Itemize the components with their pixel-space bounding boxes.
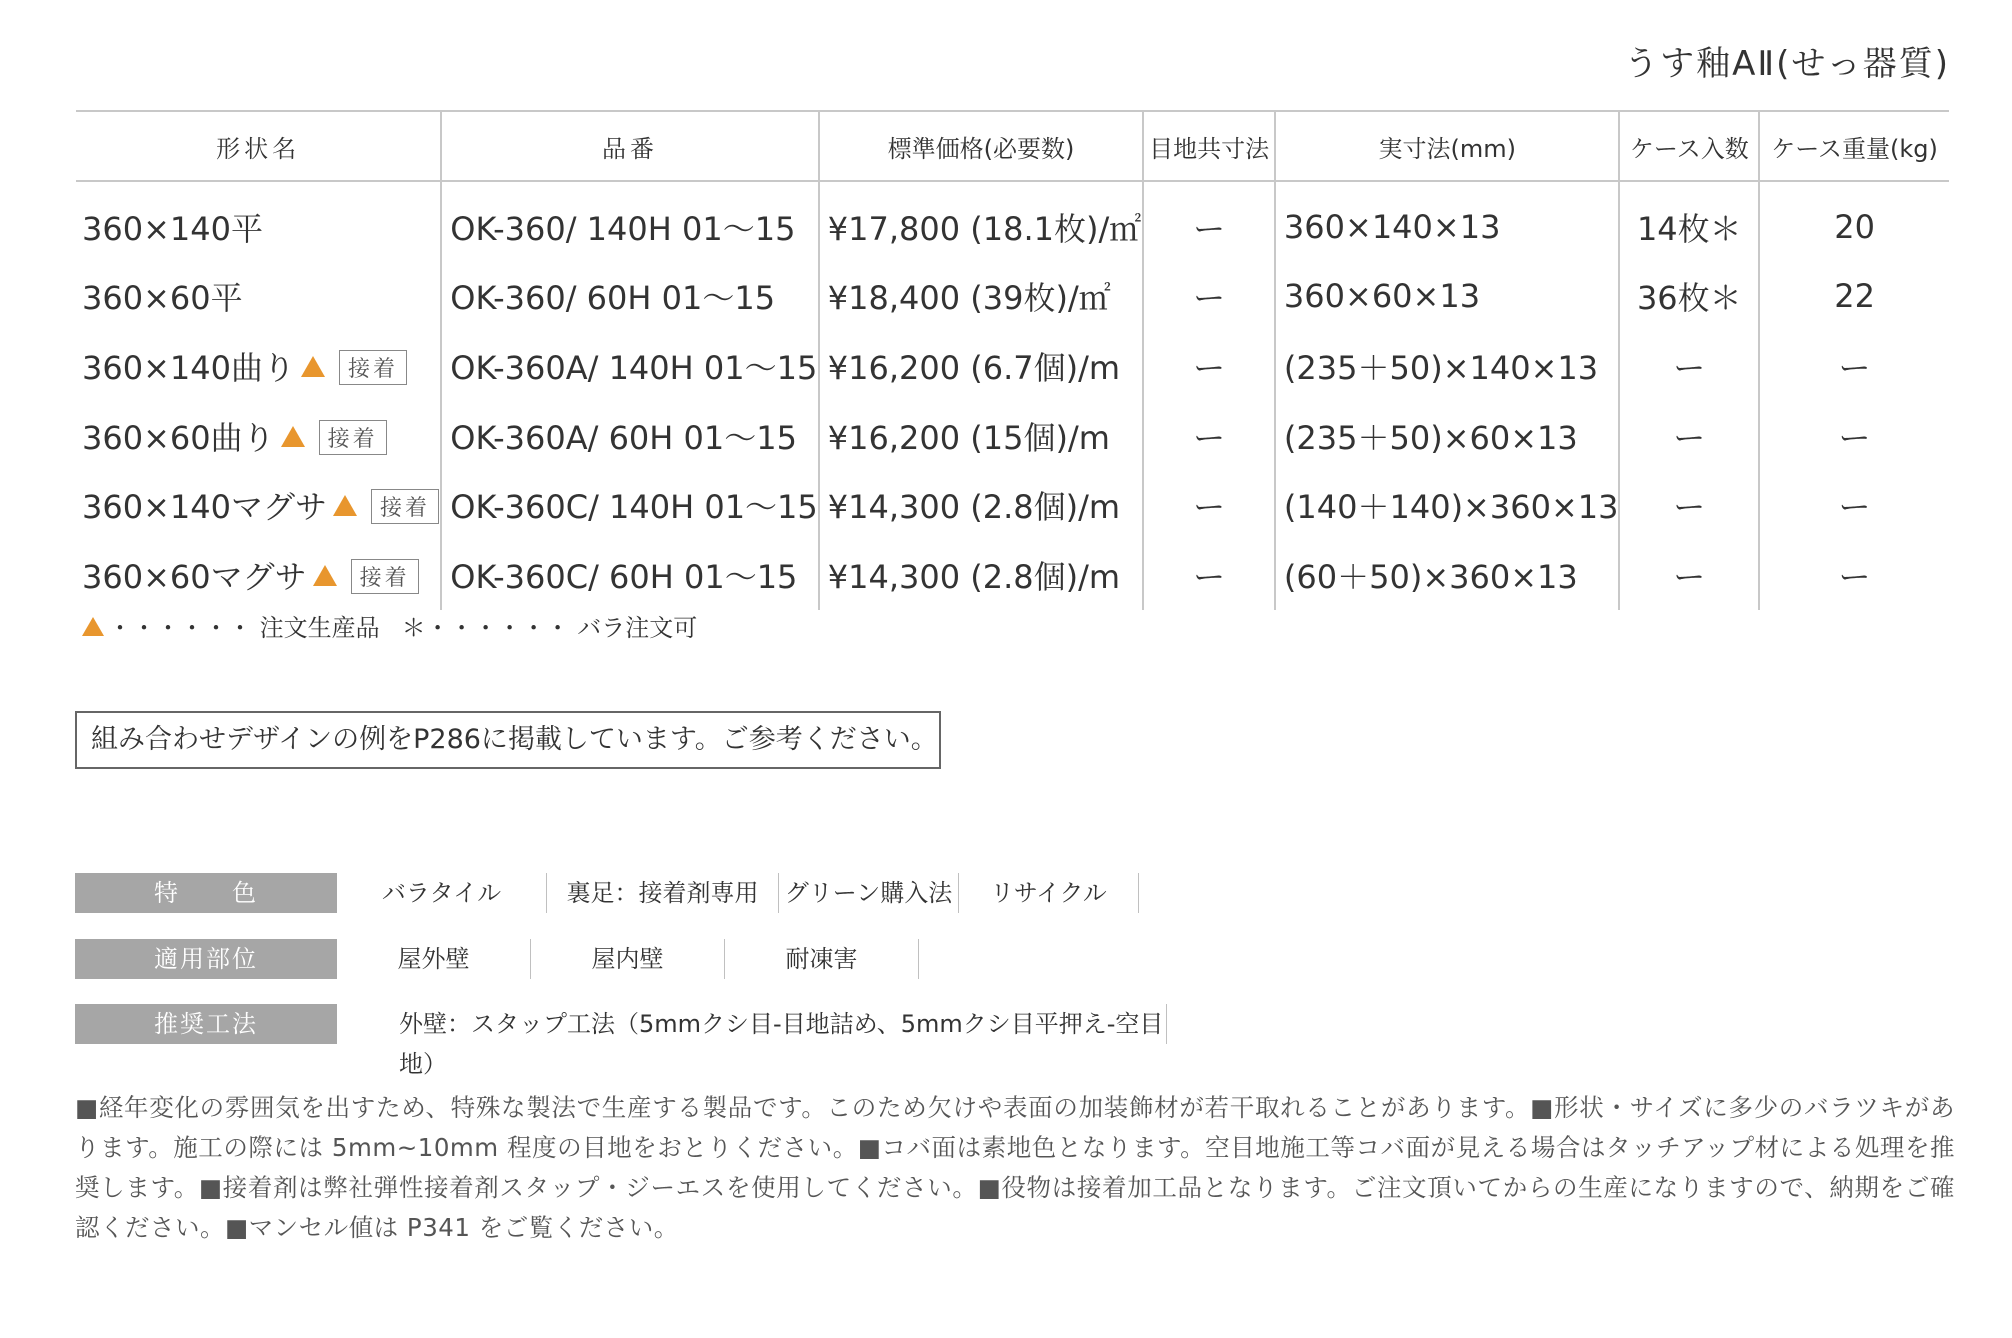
feature-item: バラタイル xyxy=(337,873,547,913)
shape-name-text: 360×140マグサ xyxy=(82,488,327,527)
legend-loose: ・・・・・・ バラ注文可 xyxy=(425,614,698,642)
cell-joint: ー xyxy=(1143,331,1275,401)
feature-row-characteristics xyxy=(75,873,1139,913)
spec-table xyxy=(76,110,1949,610)
custom-order-marker-icon xyxy=(301,356,325,377)
cell-size: (235＋50)×140×13 xyxy=(1275,331,1620,401)
cell-price: ¥16,200 (6.7個)/m xyxy=(819,331,1143,401)
cell-size: 360×60×13 xyxy=(1275,262,1620,332)
feature-item: リサイクル xyxy=(959,873,1139,913)
cell-case-qty: ー xyxy=(1619,540,1759,610)
cell-price: ¥16,200 (15個)/m xyxy=(819,401,1143,471)
feature-label: 適用部位 xyxy=(75,939,337,979)
cell-price: ¥17,800 (18.1枚)/㎡ xyxy=(819,181,1143,262)
cell-shape-name xyxy=(76,262,441,332)
cell-price: ¥18,400 (39枚)/㎡ xyxy=(819,262,1143,332)
col-header-code: 品番 xyxy=(441,111,819,181)
cell-code: OK-360/ 60H 01～15 xyxy=(441,262,819,332)
feature-item: 屋外壁 xyxy=(337,939,531,979)
table-row xyxy=(76,331,1949,401)
series-title: うす釉AⅡ(せっ器質) xyxy=(1624,44,1950,84)
feature-item: 屋内壁 xyxy=(531,939,725,979)
legend xyxy=(80,608,697,643)
cell-shape-name xyxy=(76,470,441,540)
feature-label: 特 色 xyxy=(75,873,337,913)
cell-joint: ー xyxy=(1143,262,1275,332)
cell-price: ¥14,300 (2.8個)/m xyxy=(819,470,1143,540)
feature-item: 外壁：スタップ工法（5mmクシ目-目地詰め、5mmクシ目平押え-空目地） xyxy=(337,1004,1167,1044)
feature-item: 裏足：接着剤専用 xyxy=(547,873,779,913)
cell-case-weight: 20 xyxy=(1759,181,1949,262)
col-header-size: 実寸法(mm) xyxy=(1275,111,1620,181)
cell-case-weight: 22 xyxy=(1759,262,1949,332)
col-header-price: 標準価格(必要数) xyxy=(819,111,1143,181)
feature-item: 耐凍害 xyxy=(725,939,919,979)
col-header-case-qty: ケース入数 xyxy=(1619,111,1759,181)
product-notes: ■経年変化の雰囲気を出すため、特殊な製法で生産する製品です。このため欠けや表面の加装飾材が若干取れることがあります。■形状・サイズに多少のバラツキがあります。施工の際には 5mm~10mm 程度の目地をおとりください。■コバ面は素地色となります。空目地施工等コバ面が見える場合はタッチアップ材による処理を推奨します。■接着剤は弊社弾性接着剤スタップ・ジーエスを使用してください。■役物は接着加工品となります。ご注文頂いてからの生産になりますので、納期をご確認ください。■マンセル値は P341 をご覧ください。 xyxy=(75,1093,1955,1242)
cell-size: (140＋140)×360×13 xyxy=(1275,470,1620,540)
custom-order-marker-icon xyxy=(313,565,337,586)
cell-size: (235＋50)×60×13 xyxy=(1275,401,1620,471)
feature-row-method xyxy=(75,1004,1167,1078)
table-row xyxy=(76,540,1949,610)
cell-joint: ー xyxy=(1143,540,1275,610)
cell-case-qty: 36枚＊ xyxy=(1619,262,1759,332)
feature-row-application xyxy=(75,939,919,979)
cell-shape-name xyxy=(76,540,441,610)
cell-case-qty: ー xyxy=(1619,470,1759,540)
table-row xyxy=(76,470,1949,540)
cell-case-weight: ー xyxy=(1759,401,1949,471)
loose-order-marker: ＊ xyxy=(401,614,426,642)
cell-shape-name xyxy=(76,401,441,471)
table-row xyxy=(76,262,1949,332)
cell-case-qty: ー xyxy=(1619,331,1759,401)
cell-size: 360×140×13 xyxy=(1275,181,1620,262)
cell-shape-name xyxy=(76,181,441,262)
cell-code: OK-360A/ 60H 01～15 xyxy=(441,401,819,471)
cell-code: OK-360C/ 140H 01～15 xyxy=(441,470,819,540)
shape-name-text: 360×60曲り xyxy=(82,418,275,457)
cell-code: OK-360/ 140H 01～15 xyxy=(441,181,819,262)
cell-size: (60＋50)×360×13 xyxy=(1275,540,1620,610)
adhesive-tag: 接着 xyxy=(339,350,407,385)
col-header-shape: 形状名 xyxy=(76,111,441,181)
design-notice-box: 組み合わせデザインの例をP286に掲載しています。ご参考ください。 xyxy=(75,711,941,769)
cell-price: ¥14,300 (2.8個)/m xyxy=(819,540,1143,610)
table-row xyxy=(76,181,1949,262)
cell-case-weight: ー xyxy=(1759,540,1949,610)
custom-order-marker-icon xyxy=(82,617,104,636)
legend-custom: ・・・・・・ 注文生産品 xyxy=(108,614,380,642)
cell-case-qty: ー xyxy=(1619,401,1759,471)
adhesive-tag: 接着 xyxy=(351,559,419,594)
cell-code: OK-360A/ 140H 01～15 xyxy=(441,331,819,401)
cell-joint: ー xyxy=(1143,470,1275,540)
feature-item: グリーン購入法 xyxy=(779,873,959,913)
cell-joint: ー xyxy=(1143,401,1275,471)
cell-case-weight: ー xyxy=(1759,470,1949,540)
cell-case-qty: 14枚＊ xyxy=(1619,181,1759,262)
shape-name-text: 360×60平 xyxy=(82,279,243,318)
col-header-case-weight: ケース重量(kg) xyxy=(1759,111,1949,181)
shape-name-text: 360×140曲り xyxy=(82,348,295,387)
shape-name-text: 360×140平 xyxy=(82,209,263,248)
cell-code: OK-360C/ 60H 01～15 xyxy=(441,540,819,610)
cell-case-weight: ー xyxy=(1759,331,1949,401)
cell-shape-name xyxy=(76,331,441,401)
custom-order-marker-icon xyxy=(333,495,357,516)
adhesive-tag: 接着 xyxy=(371,489,439,524)
cell-joint: ー xyxy=(1143,181,1275,262)
table-header-row xyxy=(76,111,1949,181)
adhesive-tag: 接着 xyxy=(319,420,387,455)
feature-label: 推奨工法 xyxy=(75,1004,337,1044)
shape-name-text: 360×60マグサ xyxy=(82,557,307,596)
custom-order-marker-icon xyxy=(281,426,305,447)
col-header-joint: 目地共寸法 xyxy=(1143,111,1275,181)
table-row xyxy=(76,401,1949,471)
